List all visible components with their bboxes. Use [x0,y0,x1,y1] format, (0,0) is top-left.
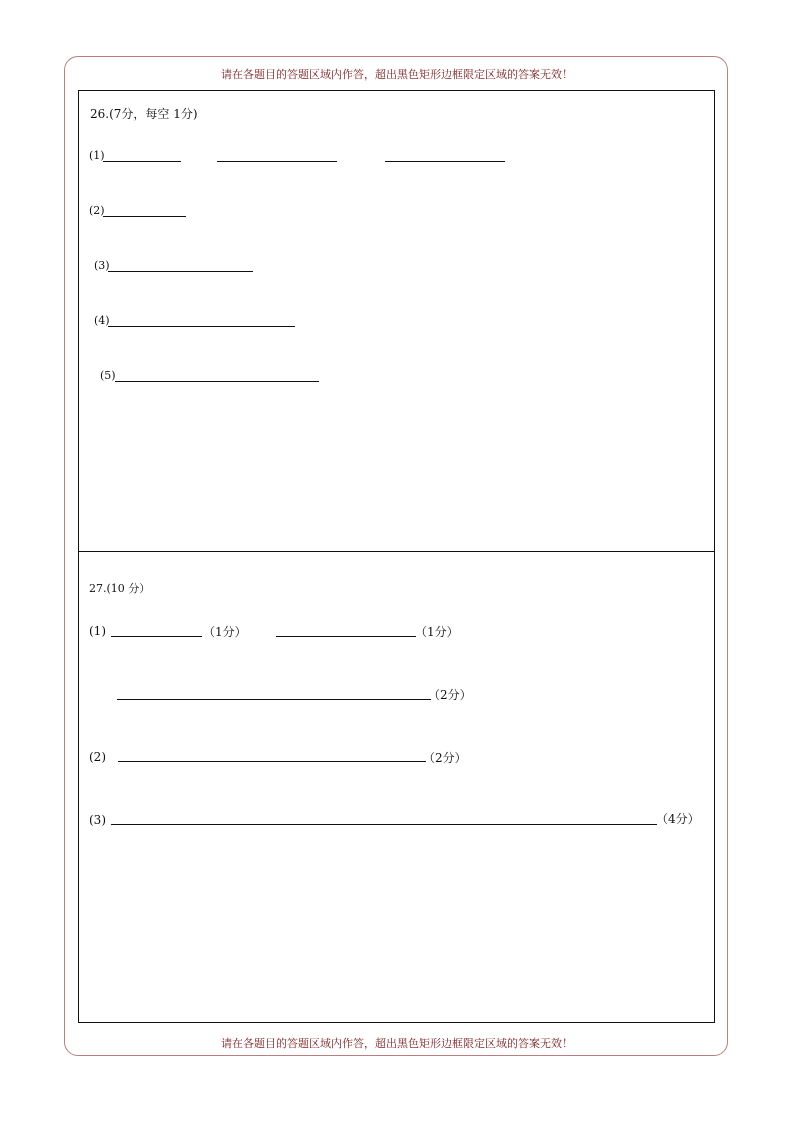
q26-label-4: (4) [94,314,110,327]
warning-bottom: 请在各题目的答题区域内作答，超出黑色矩形边框限定区域的答案无效！ [221,1037,573,1050]
q27-1b-score: （1分） [415,625,459,639]
q27-header: 27.(10 分） [89,582,151,595]
q26-2-blank[interactable] [103,216,186,217]
q26-label-1: (1) [89,149,105,162]
q26-1-blank-b[interactable] [217,161,337,162]
q27-1-blank-b[interactable] [276,636,416,637]
q26-answer-box [78,90,715,552]
q27-1a-score: （1分） [203,625,247,639]
q26-5-blank[interactable] [115,381,319,382]
q27-2-score: （2分） [423,751,467,765]
q26-1-blank-c[interactable] [385,161,505,162]
warning-top: 请在各题目的答题区域内作答，超出黑色矩形边框限定区域的答案无效！ [221,68,573,81]
q26-label-2: (2) [89,204,105,217]
q27-label-2: (2) [89,750,106,764]
q26-header: 26.(7分，每空 1分) [90,107,198,121]
q26-label-5: (5) [100,369,116,382]
q26-1-blank-a[interactable] [103,161,181,162]
q26-label-3: (3) [94,259,110,272]
q27-1c-score: （2分） [428,688,472,702]
q27-3-blank[interactable] [111,824,657,825]
q27-label-3: (3) [89,813,106,827]
q27-1-blank-a[interactable] [111,636,202,637]
q27-2-blank[interactable] [118,761,426,762]
q27-answer-box [78,551,715,1023]
q26-3-blank[interactable] [108,271,253,272]
q27-1-blank-c[interactable] [117,699,431,700]
q26-4-blank[interactable] [108,326,295,327]
q27-3-score: （4分） [656,812,700,826]
q27-label-1: (1) [89,624,106,638]
